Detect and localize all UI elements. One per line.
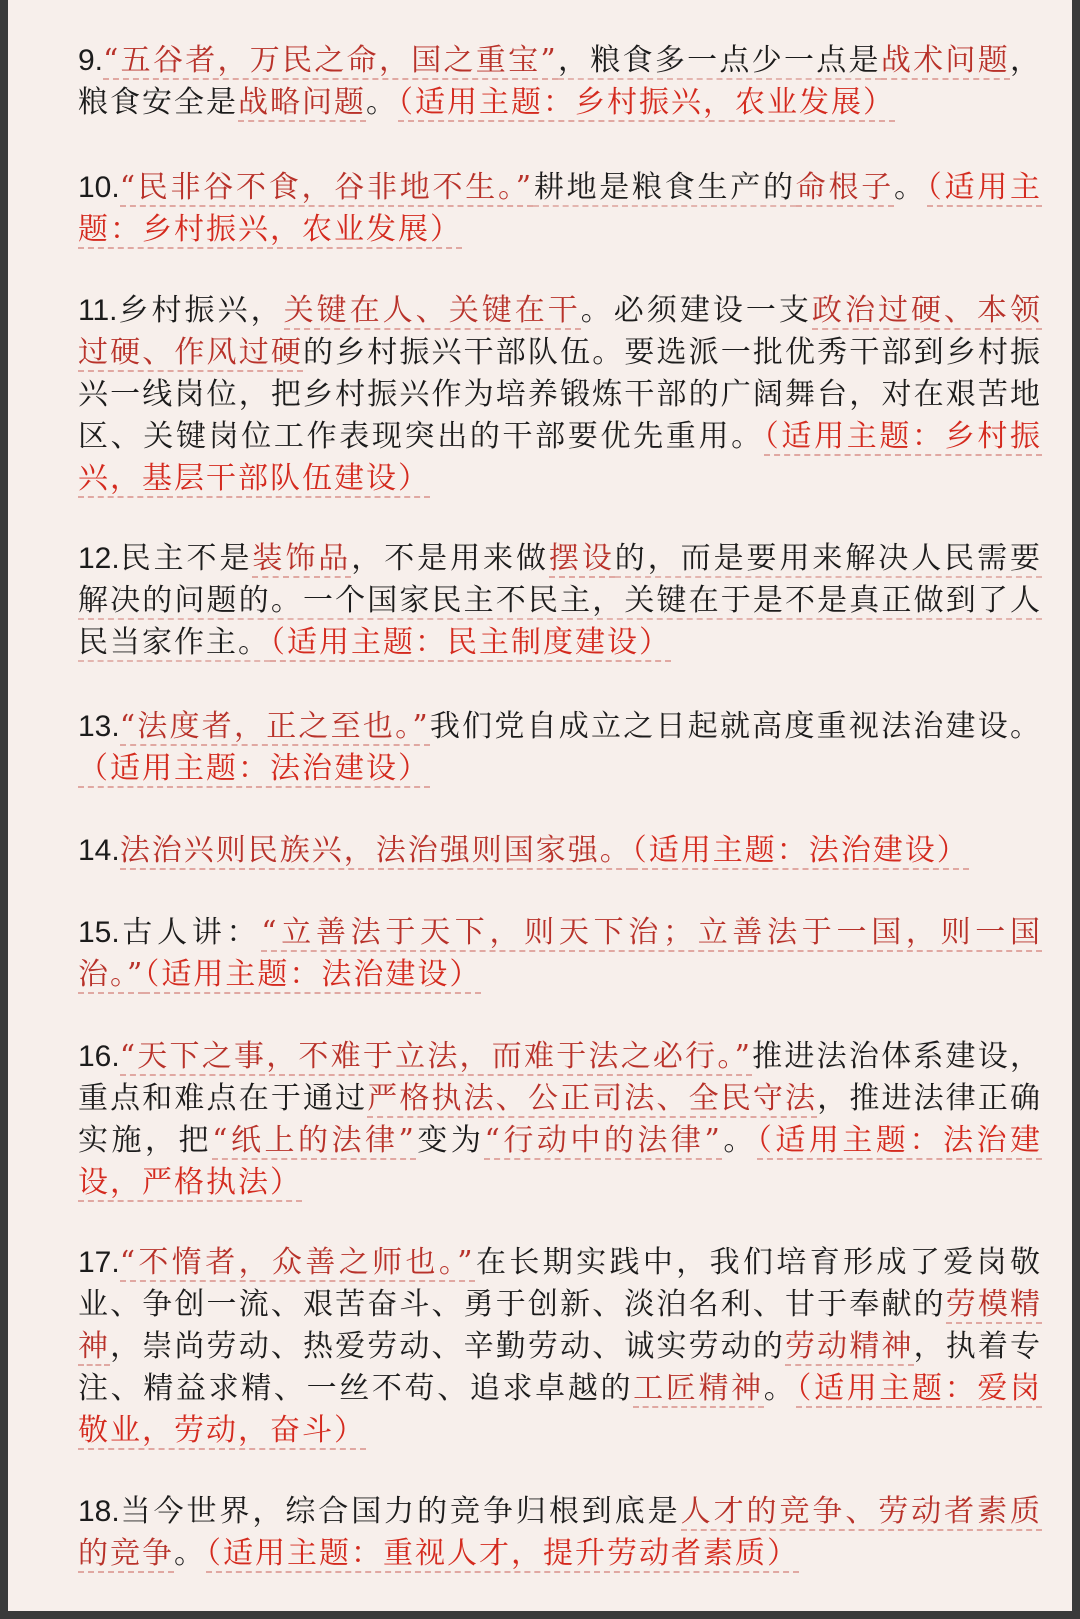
quote-entry-10 xyxy=(78,167,1042,251)
highlighted-phrase: 装饰品 xyxy=(252,541,352,576)
topic-tag: （适用主题：法治建设） xyxy=(144,957,482,992)
topic-tag: （适用主题：法治建设） xyxy=(78,751,430,786)
topic-tag: （适用主题：法治建设） xyxy=(631,833,969,868)
quote-entry-16 xyxy=(78,1036,1042,1204)
quote-entry-18 xyxy=(78,1491,1042,1575)
body-text: 。必须建设一支 xyxy=(580,293,812,328)
body-text: ，执着专注、精益求精、一丝不苟、追求卓越的 xyxy=(78,1329,1043,1406)
entry-number: 11. xyxy=(78,294,118,327)
highlighted-phrase: 劳模精神 xyxy=(78,1287,1043,1364)
body-text: ，粮食安全是 xyxy=(78,43,1043,120)
quote-entry-11 xyxy=(78,290,1042,500)
body-text: ，推进法律正确实施，把 xyxy=(78,1081,1043,1158)
body-text: 的，而是要用来解决人民需要解决的问题的。一个国家民主不民主，关键在于是不是真正做到了人民当家作主。 xyxy=(78,541,1043,660)
body-text: 我们党自成立之日起就高度重视法治建设。 xyxy=(429,709,1042,744)
highlighted-phrase: “天下之事，不难于立法，而难于法之必行。” xyxy=(119,1039,752,1074)
topic-tag: （适用主题：法治建设，严格执法） xyxy=(78,1123,1043,1200)
quote-entry-17 xyxy=(78,1242,1042,1452)
highlighted-phrase: 摆设 xyxy=(548,541,615,576)
body-text: 民主不是 xyxy=(119,541,253,576)
quote-entry-13 xyxy=(78,706,1042,790)
body-text: 的乡村振兴干部队伍。要选派一批优秀干部到乡村振兴一线岗位，把乡村振兴作为培养锻炼干部的广阔舞台，对在艰苦地区、关键岗位工作表现突出的干部要优先重用。 xyxy=(78,335,1043,454)
body-text: 当今世界，综合国力的竞争归根到底是 xyxy=(119,1494,681,1529)
body-text: 变为 xyxy=(415,1123,485,1158)
entry-number: 12. xyxy=(78,542,120,575)
highlighted-phrase: 命根子 xyxy=(795,170,895,205)
highlighted-phrase: “法度者，正之至也。” xyxy=(119,709,430,744)
entry-number: 13. xyxy=(78,710,120,743)
body-text: 推进法治体系建设，重点和难点在于通过 xyxy=(78,1039,1042,1116)
body-text: ，崇尚劳动、热爱劳动、辛勤劳动、诚实劳动的 xyxy=(110,1329,786,1364)
highlighted-phrase: 劳动精神 xyxy=(785,1329,914,1364)
entry-number: 18. xyxy=(78,1495,120,1528)
entry-number: 10. xyxy=(78,171,120,204)
highlighted-phrase: “不惰者，众善之师也。” xyxy=(119,1245,475,1280)
body-text: 。 xyxy=(174,1536,206,1571)
body-text: 耕地是粮食生产的 xyxy=(533,170,796,205)
body-text: ，不是用来做 xyxy=(351,541,549,576)
quote-entry-14 xyxy=(78,830,1042,872)
quote-entry-12 xyxy=(78,538,1042,664)
highlighted-phrase: “纸上的法律” xyxy=(212,1123,416,1158)
body-text: 。 xyxy=(894,170,927,205)
topic-tag: （适用主题：民主制度建设） xyxy=(270,625,671,660)
topic-tag: （适用主题：重视人才，提升劳动者素质） xyxy=(206,1536,799,1571)
highlighted-phrase: “民非谷不食，谷非地不生。” xyxy=(119,170,534,205)
highlighted-phrase: 政治过硬、本领过硬、作风过硬 xyxy=(78,293,1043,370)
highlighted-phrase: 战术问题 xyxy=(880,43,1011,78)
highlighted-phrase: 法治兴则民族兴，法治强则国家强。 xyxy=(119,833,632,868)
highlighted-phrase: 严格执法、公正司法、全民守法 xyxy=(367,1081,818,1116)
entry-number: 17. xyxy=(78,1246,120,1279)
body-text: ，粮食多一点少一点是 xyxy=(557,43,881,78)
highlighted-phrase: 人才的竞争、劳动者素质的竞争 xyxy=(78,1494,1043,1571)
body-text: 古人讲： xyxy=(119,915,262,950)
highlighted-phrase: 战略问题 xyxy=(238,85,366,120)
body-text: 在长期实践中，我们培育形成了爱岗敬业、争创一流、艰苦奋斗、勇于创新、淡泊名利、甘于奉献的 xyxy=(78,1245,1042,1322)
topic-tag: （适用主题：爱岗敬业，劳动，奋斗） xyxy=(78,1371,1043,1448)
highlighted-phrase: 关键在人、关键在干 xyxy=(283,293,581,328)
topic-tag: （适用主题：乡村振兴，农业发展） xyxy=(78,170,1042,247)
highlighted-phrase: “五谷者，万民之命，国之重宝” xyxy=(103,43,558,78)
topic-tag: （适用主题：乡村振兴，基层干部队伍建设） xyxy=(78,419,1043,496)
quote-entry-15 xyxy=(78,912,1042,996)
entry-number: 9. xyxy=(78,44,104,77)
body-text: 乡村振兴， xyxy=(117,293,284,328)
highlighted-phrase: “行动中的法律” xyxy=(484,1123,722,1158)
highlighted-phrase: “立善法于天下，则天下治；立善法于一国，则一国治。” xyxy=(78,915,1043,992)
highlighted-phrase: 工匠精神 xyxy=(633,1371,764,1406)
topic-tag: （适用主题：乡村振兴，农业发展） xyxy=(398,85,895,120)
quote-entry-9 xyxy=(78,40,1042,124)
entry-number: 14. xyxy=(78,834,120,867)
body-text: 。 xyxy=(366,85,398,120)
entry-number: 16. xyxy=(78,1040,120,1073)
body-text: 。 xyxy=(721,1123,757,1158)
entry-number: 15. xyxy=(78,916,120,949)
body-text: 。 xyxy=(763,1371,797,1406)
